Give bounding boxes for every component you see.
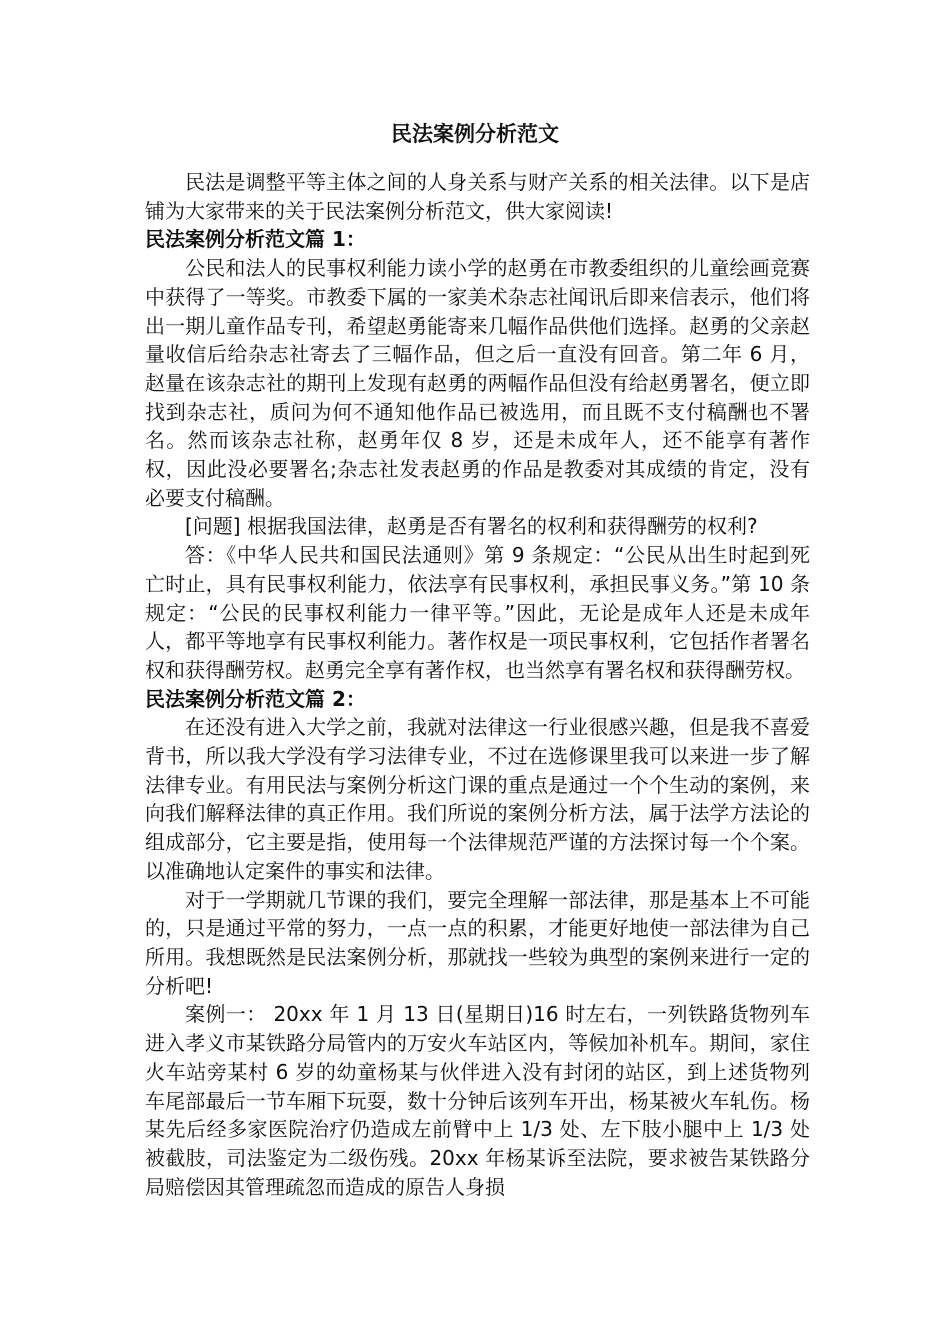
section-1-question: [问题] 根据我国法律，赵勇是否有署名的权利和获得酬劳的权利? xyxy=(185,514,758,539)
document-title: 民法案例分析范文 xyxy=(391,122,559,146)
document-body xyxy=(145,168,810,1201)
section-2-case-paragraph: 案例一： 20xx 年 1 月 13 日(星期日)16 时左右，一列铁路货物列车进入孝义市某铁路分局管内的万安火车站区内，等候加补机车。期间，家住火车站旁某村 6 岁的幼童杨某与伙伴进入没有封闭的站区，到上述货物列车尾部最后一节车厢下玩耍，数十分钟后该列车开出，杨某被火车轧伤。杨某先后经多家医院治疗仍造成左前臂中上 1/3 处、左下肢小腿中上 1/3 处被截肢，司法鉴定为二级伤残。20xx 年杨某诉至法院，要求被告某铁路分局赔偿因其管理疏忽而造成的原告人身损 xyxy=(145,1002,810,1199)
section-1-heading: 民法案例分析范文篇 1： xyxy=(145,227,366,252)
section-2-heading: 民法案例分析范文篇 2： xyxy=(145,686,366,711)
intro-paragraph: 民法是调整平等主体之间的人身关系与财产关系的相关法律。以下是店铺为大家带来的关于民法案例分析范文，供大家阅读! xyxy=(145,170,810,223)
section-2-paragraph: 在还没有进入大学之前，我就对法律这一行业很感兴趣，但是我不喜爱背书，所以我大学没有学习法律专业，不过在选修课里我可以来进一步了解法律专业。有用民法与案例分析这门课的重点是通过一个个生动的案例，来向我们解释法律的真正作用。我们所说的案例分析方法，属于法学方法论的组成部分，它主要是指，使用每一个法律规范严谨的方法探讨每一个个案。以准确地认定案件的事实和法律。 xyxy=(145,715,810,883)
section-1-answer: 答：《中华人民共和国民法通则》第 9 条规定：“公民从出生时起到死亡时止，具有民事权利能力，依法享有民事权利，承担民事义务。”第 10 条规定：“公民的民事权利能力一律平等。”因此，无论是成年人还是未成年人，都平等地享有民事权利能力。著作权是一项民事权利，它包括作者署名权和获得酬劳权。赵勇完全享有著作权，也当然享有署名权和获得酬劳权。 xyxy=(145,543,810,682)
section-1-paragraph: 公民和法人的民事权利能力读小学的赵勇在市教委组织的儿童绘画竞赛中获得了一等奖。市教委下属的一家美术杂志社闻讯后即来信表示，他们将出一期儿童作品专刊，希望赵勇能寄来几幅作品供他们选择。赵勇的父亲赵量收信后给杂志社寄去了三幅作品，但之后一直没有回音。第二年 6 月，赵量在该杂志社的期刊上发现有赵勇的两幅作品但没有给赵勇署名，便立即找到杂志社，质问为何不通知他作品已被选用，而且既不支付稿酬也不署名。然而该杂志社称，赵勇年仅 8 岁，还是未成年人，还不能享有著作权，因此没必要署名;杂志社发表赵勇的作品是教委对其成绩的肯定，没有必要支付稿酬。 xyxy=(145,256,810,510)
section-2-paragraph: 对于一学期就几节课的我们，要完全理解一部法律，那是基本上不可能的，只是通过平常的努力，一点一点的积累，才能更好地使一部法律为自己所用。我想既然是民法案例分析，那就找一些较为典型的案例来进行一定的分析吧! xyxy=(145,887,810,998)
